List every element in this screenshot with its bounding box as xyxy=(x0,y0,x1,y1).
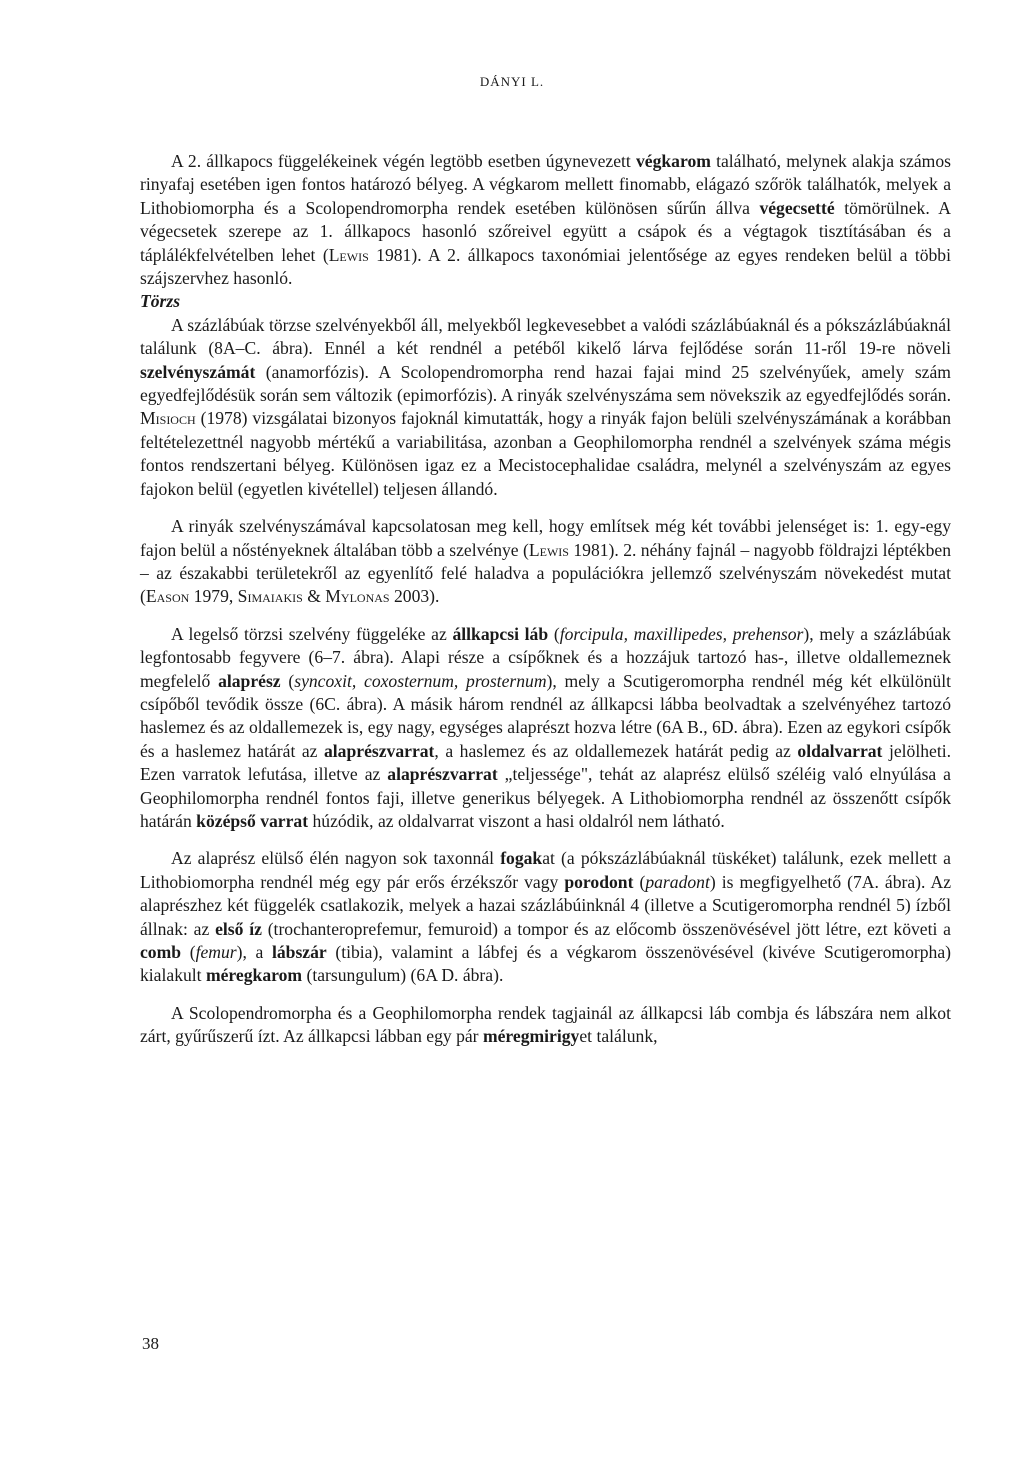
text-run: húzódik, az oldalvarrat viszont a hasi oldalról nem látható. xyxy=(308,810,725,831)
term: végecsetté xyxy=(759,197,835,218)
paragraph-6 xyxy=(140,1002,951,1049)
text-run: , a haslemez és az oldallemezek határát pedig az xyxy=(434,740,798,761)
text-run: 1981). 2. néhány fajnál – nagyobb földrajzi léptékben – az északabbi területekről az egyenlítő felé haladva a populációkra jellemző szelvényszám növekedést mutat ( xyxy=(140,539,952,607)
section-title: Törzs xyxy=(140,291,181,312)
text-run: ), mely a Scutigeromorpha rendnél még két elkülönült csípőből tevődik össze (6C. ábra). A másik három rendnél az állkapcsi lábba beolvadtak a szelvényéhez tartozó haslemez és az oldallemezek is, egy nagy, egységes alaprészt hozva létre (6A B., 6D. ábra). Ezen az egykori csípők és a haslemez határát az xyxy=(140,670,951,761)
body-text xyxy=(140,150,951,1049)
paragraph-3 xyxy=(140,515,951,609)
paragraph-1 xyxy=(140,150,951,290)
text-run: 1979, xyxy=(189,586,238,607)
text-run: „teljessége", tehát az alaprész elülső széléig való elnyúlása a Geophilomorpha rendnél fontos faji, illetve generikus bélyegek. A Lithobiomorpha rendnél az összenőtt csípők határán xyxy=(140,764,951,831)
text-run: Az alaprész elülső élén nagyon sok taxonnál xyxy=(171,848,501,869)
latin-term: forcipula, maxillipedes, prehensor xyxy=(559,623,804,644)
running-head: DÁNYI L. xyxy=(479,74,545,89)
term: szelvényszámát xyxy=(140,361,256,382)
term: fogak xyxy=(500,848,543,869)
term: oldalvarrat xyxy=(797,740,883,761)
term: méregmirigy xyxy=(482,1026,580,1047)
text-run: & xyxy=(302,586,326,607)
term: középső varrat xyxy=(196,810,309,831)
text-run: ( xyxy=(181,942,196,962)
term: alaprészvarrat xyxy=(387,764,498,785)
author-name: Eason xyxy=(145,586,190,607)
author-name: Simaiakis xyxy=(237,586,303,607)
text-run: A rinyák szelvényszámával kapcsolatosan meg kell, hogy említsek még két további jelenséget is: 1. egy-egy fajon belül a nőstényeknek általában több a szelvénye ( xyxy=(140,516,951,560)
text-run: ), mely a százlábúak legfontosabb fegyvere (6–7. ábra). Alapi része a csípőknek és a hozzájuk tartozó has-, illetve oldallemeznek megfelelő xyxy=(140,623,951,691)
text-run: ) is megfigyelhető (7A. ábra). Az alaprészhez két függelék csatlakozik, melyek a hazai százlábúinknál 4 (illetve a Scutigeromorpha rendnél 5) ízből állnak: az xyxy=(140,871,952,939)
text-run: (1978) vizsgálatai bizonyos fajoknál kimutatták, hogy a rinyák fajon belüli szelvényszámának a korábban feltételezettnél nagyobb mértékű a variabilitása, azonban a Geophilomorpha rendnél a szelvények száma mégis fontos rendszertani bélyeg. Különösen igaz ez a Mecistocephalidae családra, melynél a szelvényszám az egyes fajokon belül (egyetlen kivétellel) teljesen állandó. xyxy=(140,408,951,499)
term: alaprész xyxy=(218,670,281,691)
text-run: A százlábúak törzse szelvényekből áll, melyekből legkevesebbet a valódi százlábúaknál és a pókszázlábúaknál találunk (8A–C. ábra). Ennél a két rendnél a petéből kikelő lárva fejlődése során 11-ről 19-re növeli xyxy=(140,314,951,359)
text-run: ( xyxy=(548,623,560,644)
term: méregkarom xyxy=(205,965,303,986)
text-run: található, melynek alakja számos rinyafaj esetében igen fontos határozó bélyeg. A végkarom mellett finomabb, elágazó szőrök találhatók, melyek a Lithobiomorpha és a Scolopendromorpha rendek esetében különösen sűrűn állva xyxy=(140,151,951,218)
text-run: ), a xyxy=(236,942,272,962)
text-run: ( xyxy=(280,670,295,691)
text-run: 2003). xyxy=(389,586,440,607)
author-name: Misioch xyxy=(140,408,196,429)
text-run: (anamorfózis). A Scolopendromorpha rend hazai fajai mind 25 szelvényűek, amely szám egyedfejlődésük során sem változik (epimorfózis). A rinyák szelvényszáma sem növekszik az egyedfejlődés során. xyxy=(140,361,951,406)
latin-term: paradont xyxy=(645,871,710,892)
text-run: at (a pókszázlábúaknál tüskéket) találunk, ezek mellett a Lithobiomorpha rendnél még egy pár erős érzékszőr vagy xyxy=(140,848,951,892)
text-run: tömörülnek. A végecsetek szerepe az 1. állkapocs hasonló szőreivel együtt a csápok és a végtagok tisztításában és a táplálékfelvételben lehet ( xyxy=(140,197,951,265)
author-name: Mylonas xyxy=(325,586,390,607)
text-run: A legelső törzsi szelvény függeléke az xyxy=(171,623,453,644)
term: első íz xyxy=(215,918,262,939)
text-run: jelölheti. Ezen varratok lefutása, illetve az xyxy=(140,740,951,785)
term: alaprészvarrat xyxy=(324,740,435,761)
paragraph-2 xyxy=(140,314,951,501)
text-run: (trochanteroprefemur, femuroid) a tompor és az előcomb összenövésével jött létre, ezt követi a xyxy=(261,918,951,939)
text-run: (tarsungulum) (6A D. ábra). xyxy=(302,965,504,986)
latin-term: femur xyxy=(195,942,237,962)
latin-term: syncoxit, coxosternum, prosternum xyxy=(294,670,547,691)
term: porodont xyxy=(564,871,634,892)
term: állkapcsi láb xyxy=(452,623,549,644)
text-run: et találunk, xyxy=(579,1026,658,1047)
term: comb xyxy=(140,942,182,962)
author-name: Lewis xyxy=(328,244,369,265)
term: lábszár xyxy=(271,942,327,962)
text-run: A Scolopendromorpha és a Geophilomorpha rendek tagjainál az állkapcsi láb combja és lábszára nem alkot zárt, gyűrűszerű ízt. Az állkapcsi lábban egy pár xyxy=(140,1002,951,1047)
page-number: 38 xyxy=(142,1334,159,1353)
text-run: 1981). A 2. állkapocs taxonómiai jelentősége az egyes rendeken belül a többi szájszervhez hasonló. xyxy=(140,244,951,289)
paragraph-4 xyxy=(140,623,951,834)
author-name: Lewis xyxy=(528,539,569,560)
text-run: (tibia), valamint a lábfej és a végkarom összenövésével (kivéve Scutigeromorpha) kialakult xyxy=(140,942,951,986)
text-run: A 2. állkapocs függelékeinek végén legtöbb esetben úgynevezett xyxy=(171,151,636,171)
term: végkarom xyxy=(635,151,711,171)
paragraph-5 xyxy=(140,847,951,987)
text-run: ( xyxy=(633,871,646,892)
